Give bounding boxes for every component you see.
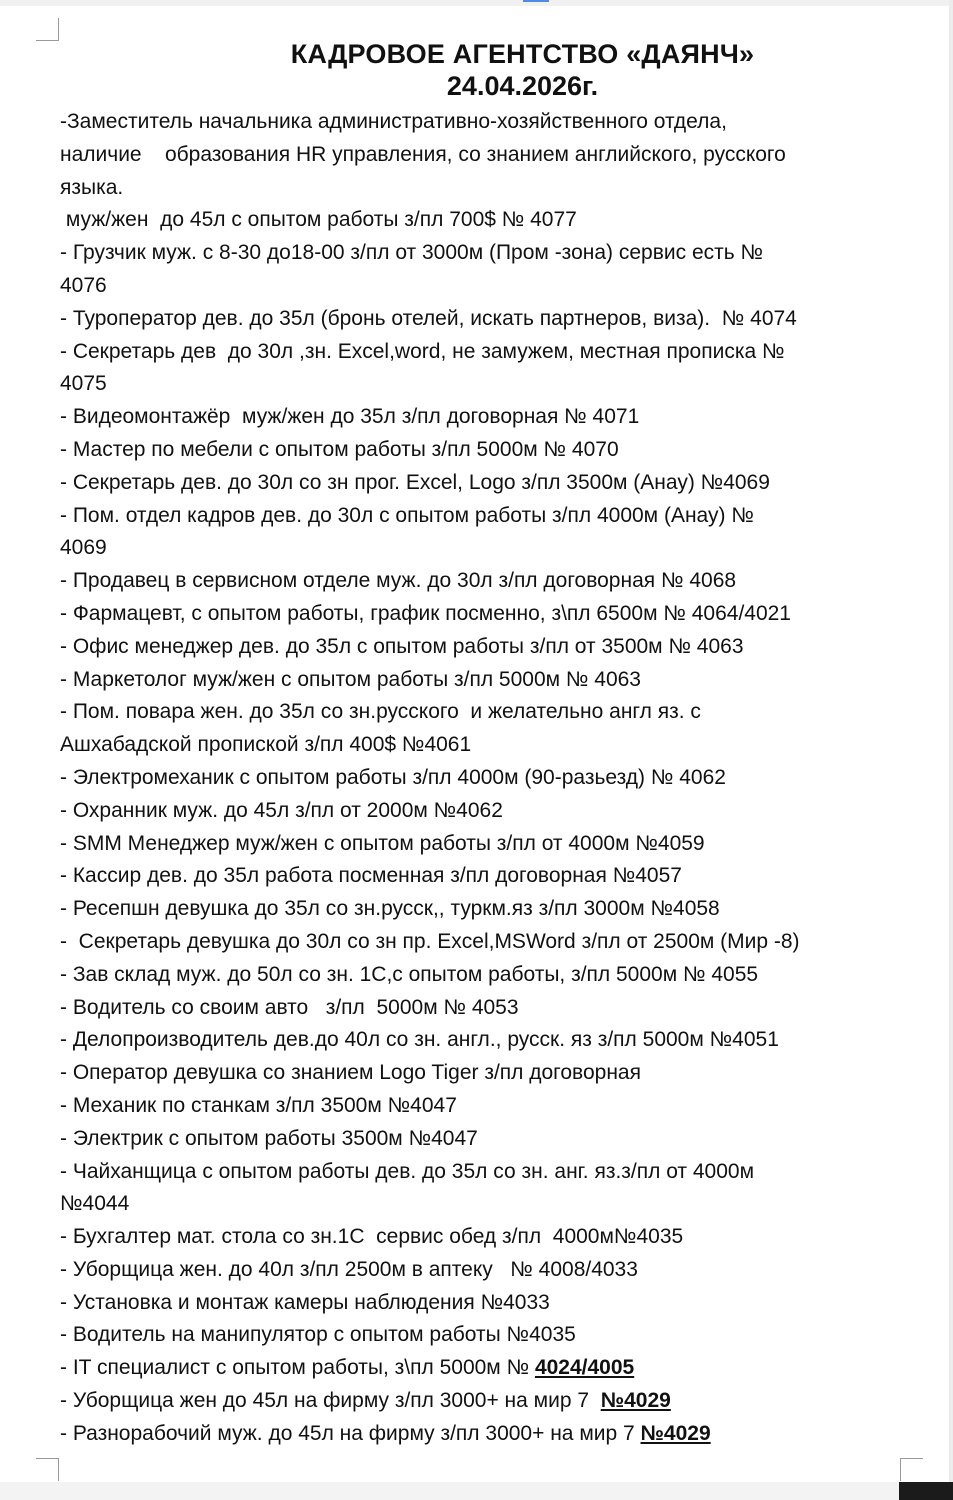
document-line: - Механик по станкам з/пл 3500м №4047 [60, 1093, 457, 1117]
document-date: 24.04.2026г. [446, 71, 599, 101]
line-text: - Уборщица жен до 45л на фирму з/пл 3000+ на мир 7 [60, 1389, 601, 1413]
document-line-emphasized [60, 1352, 945, 1385]
document-line: - Чайханщица с опытом работы дев. до 35л со зн. анг. яз.з/пл от 4000м [60, 1159, 755, 1183]
window-top-strip [0, 0, 953, 6]
document-line: - Фармацевт, с опытом работы, график посменно, з\пл 6500м № 4064/4021 [60, 601, 791, 625]
document-line: - Туроператор дев. до 35л (бронь отелей, искать партнеров, виза). № 4074 [60, 306, 797, 330]
document-line: - Водитель на манипулятор с опытом работы №4035 [60, 1323, 576, 1347]
document-line: языка. [60, 175, 124, 199]
document-line: - Охранник муж. до 45л з/пл от 2000м №4062 [60, 798, 503, 822]
document-line: 4076 [60, 273, 107, 297]
document-line: - Электрик с опытом работы 3500м №4047 [60, 1126, 478, 1150]
page-corner-mark-bottom-left [36, 1458, 59, 1481]
vacancy-number-emphasized: №4029 [640, 1421, 711, 1445]
document-line: муж/жен до 45л с опытом работы з/пл 700$ № 4077 [60, 208, 577, 232]
page-right-edge [949, 0, 953, 1500]
document-line: 4069 [60, 536, 107, 560]
document-line: №4044 [60, 1192, 130, 1216]
document-line: - Грузчик муж. с 8-30 до18-00 з/пл от 3000м (Пром -зона) сервис есть № [60, 241, 764, 265]
page-corner-mark-bottom-right [900, 1458, 923, 1481]
vacancy-list [60, 106, 945, 1352]
document-line: - Делопроизводитель дев.до 40л со зн. англ., русск. яз з/пл 5000м №4051 [60, 1028, 779, 1052]
document-line-emphasized [60, 1385, 945, 1418]
document-line: - Мастер по мебели с опытом работы з/пл 5000м № 4070 [60, 437, 619, 461]
document-line: - Маркетолог муж/жен с опытом работы з/пл 5000м № 4063 [60, 667, 641, 691]
page-corner-mark-top-left [36, 18, 59, 41]
document-line: - Пом. отдел кадров дев. до 30л с опытом работы з/пл 4000м (Анау) № [60, 503, 754, 527]
document-line: 4075 [60, 372, 107, 396]
document-line: Ашхабадской пропиской з/пл 400$ №4061 [60, 733, 472, 757]
document-line: - Пом. повара жен. до 35л со зн.русского и желательно англ яз. с [60, 700, 701, 724]
document-line: - Секретарь девушка до 30л со зн пр. Excel,MSWord з/пл от 2500м (Мир -8) [60, 929, 800, 953]
document-line: - Продавец в сервисном отделе муж. до 30л з/пл договорная № 4068 [60, 569, 737, 593]
document-line: - Водитель со своим авто з/пл 5000м № 4053 [60, 995, 519, 1019]
bottom-bar [0, 1482, 953, 1500]
line-text: - Разнорабочий муж. до 45л на фирму з/пл 3000+ на мир 7 [60, 1421, 641, 1445]
document-title: КАДРОВОЕ АГЕНТСТВО «ДАЯНЧ» [290, 39, 755, 69]
vacancy-list-emphasized [60, 1352, 945, 1450]
document-line-emphasized [60, 1418, 945, 1451]
document-line: - Секретарь дев. до 30л со зн прог. Excel, Logo з/пл 3500м (Анау) №4069 [60, 470, 770, 494]
document-line: - Ресепшн девушка до 35л со зн.русск,, туркм.яз з/пл 3000м №4058 [60, 897, 720, 921]
document-line: - Уборщица жен. до 40л з/пл 2500м в аптеку № 4008/4033 [60, 1257, 638, 1281]
document-line: -Заместитель начальника административно-хозяйственного отдела, [60, 110, 727, 133]
document-line: - Оператор девушка со знанием Logo Tiger з/пл договорная [60, 1061, 641, 1085]
scroll-indicator [523, 0, 549, 2]
document-line: - Установка и монтаж камеры наблюдения №4033 [60, 1290, 550, 1314]
document-line: - Видеомонтажёр муж/жен до 35л з/пл договорная № 4071 [60, 405, 640, 429]
document-line: - SMM Менеджер муж/жен с опытом работы з/пл от 4000м №4059 [60, 831, 705, 855]
document-line: - Секретарь дев до 30л ,зн. Excel,word, не замужем, местная прописка № [60, 339, 785, 363]
bottom-dark-block [899, 1482, 953, 1500]
document-line: - Кассир дев. до 35л работа посменная з/пл договорная №4057 [60, 864, 682, 888]
document-line: - Бухгалтер мат. стола со зн.1С сервис обед з/пл 4000м№4035 [60, 1225, 684, 1249]
vacancy-number-emphasized: 4024/4005 [534, 1356, 635, 1380]
document-page [60, 38, 945, 1451]
line-text: - IT специалист с опытом работы, з\пл 5000м № [60, 1356, 535, 1380]
document-line: наличие образования HR управления, со знанием английского, русского [60, 142, 786, 166]
vacancy-number-emphasized: №4029 [600, 1389, 671, 1413]
document-line: - Электромеханик с опытом работы з/пл 4000м (90-разьезд) № 4062 [60, 765, 726, 789]
document-line: - Офис менеджер дев. до 35л с опытом работы з/пл от 3500м № 4063 [60, 634, 744, 658]
document-line: - Зав склад муж. до 50л со зн. 1С,с опытом работы, з/пл 5000м № 4055 [60, 962, 759, 986]
